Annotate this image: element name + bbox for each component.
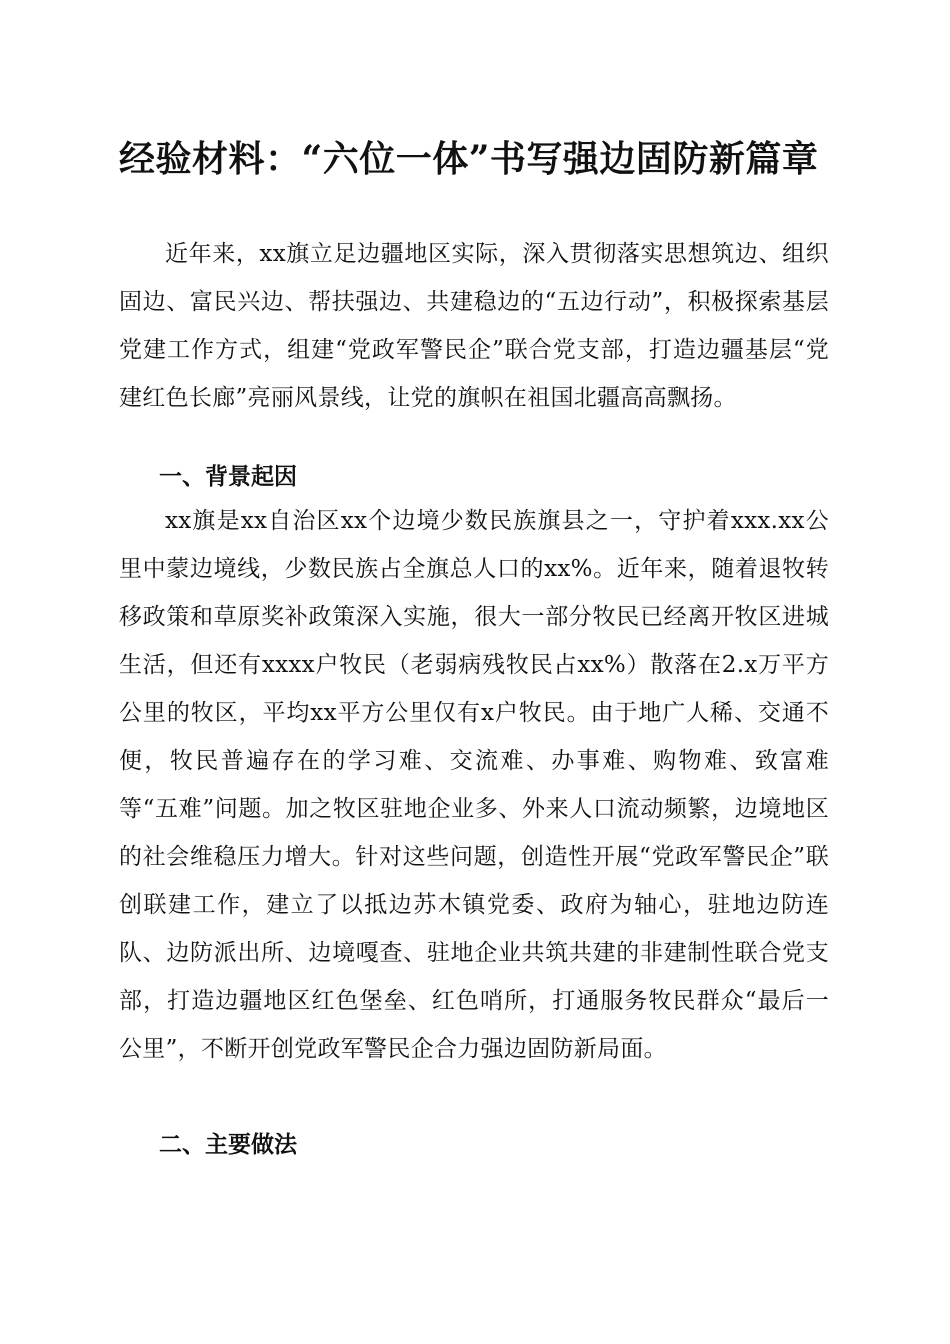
section-heading-main-practices: 二、主要做法 [159,1132,297,1158]
intro-paragraph: 近年来，xx旗立足边疆地区实际，深入贯彻落实思想筑边、组织固边、富民兴边、帮扶强边、共建稳边的“五边行动”，积极探索基层党建工作方式，组建“党政军警民企”联合党支部，打造边疆基层“党建红色长廊”亮丽风景线，让党的旗帜在祖国北疆高高飘扬。 [119,241,829,411]
document-title: 经验材料：“六位一体”书写强边固防新篇章 [119,138,819,180]
section-body-background: xx旗是xx自治区xx个边境少数民族旗县之一，守护着xxx.xx公里中蒙边境线，少数民族占全旗总人口的xx%。近年来，随着退牧转移政策和草原奖补政策深入实施，很大一部分牧民已经离开牧区进城生活，但还有xxxx户牧民（老弱病残牧民占xx%）散落在2.x万平方公里的牧区，平均xx平方公里仅有x户牧民。由于地广人稀、交通不便，牧民普遍存在的学习难、交流难、办事难、购物难、致富难等“五难”问题。加之牧区驻地企业多、外来人口流动频繁，边境地区的社会维稳压力增大。针对这些问题，创造性开展“党政军警民企”联创联建工作，建立了以抵边苏木镇党委、政府为轴心，驻地边防连队、边防派出所、边境嘎查、驻地企业共筑共建的非建制性联合党支部，打造边疆地区红色堡垒、红色哨所，打通服务牧民群众“最后一公里”，不断开创党政军警民企合力强边固防新局面。 [119,508,829,1062]
section-heading-background: 一、背景起因 [159,464,297,490]
